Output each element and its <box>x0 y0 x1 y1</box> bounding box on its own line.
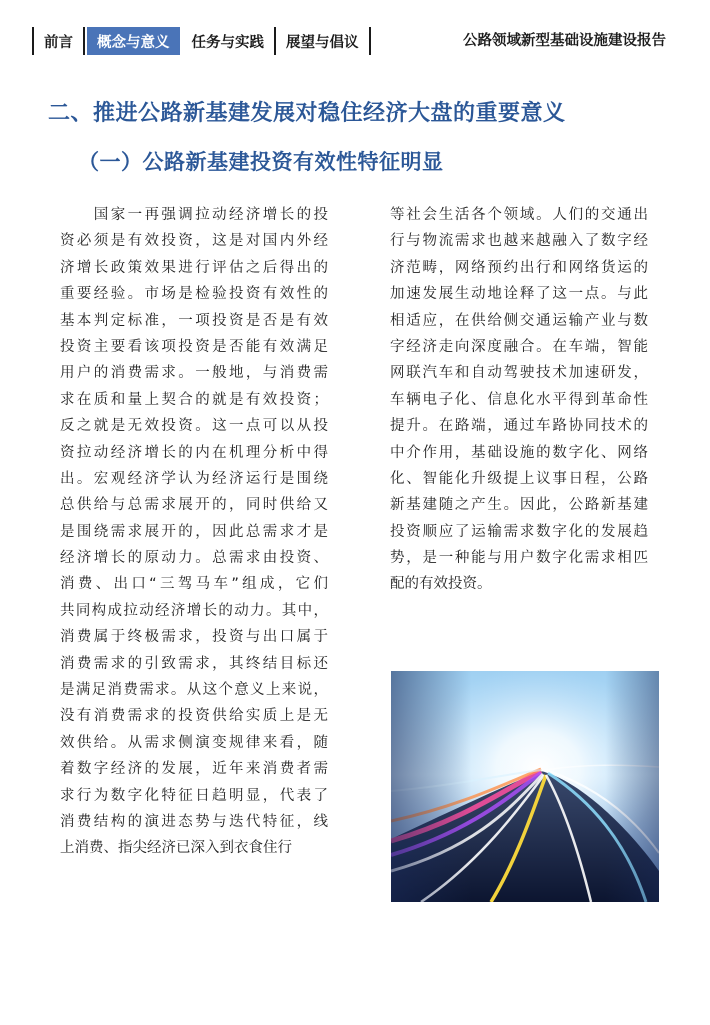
body-text-line: 资必须是有效投资，这是对国内外经 <box>60 233 328 250</box>
subsection-heading: （一）公路新基建投资有效性特征明显 <box>78 150 444 174</box>
body-text-line: 国家一再强调拉动经济增长的投 <box>60 207 328 223</box>
body-text-line: 消费属于终极需求，投资与出口属于 <box>60 629 328 646</box>
body-text-line: 投资主要看该项投资是否能有效满足 <box>60 338 328 355</box>
body-text-line: 效供给。从需求侧演变规律来看，随 <box>60 734 328 751</box>
body-text-line: 经济增长的原动力。总需求由投资、 <box>60 550 328 567</box>
body-column-right <box>390 202 648 598</box>
body-text-line: 总供给与总需求展开的，同时供给又 <box>60 497 328 514</box>
body-text-line: 消费需求的引致需求，其终结目标还 <box>60 655 328 672</box>
body-text-line: 投资顺应了运输需求数字化的发展趋 <box>390 523 648 540</box>
body-text-line: 势，是一种能与用户数字化需求相匹 <box>390 550 648 567</box>
body-text-line: 济范畴，网络预约出行和网络货运的 <box>390 259 648 276</box>
nav-tab-tasks-practice[interactable]: 任务与实践 <box>191 34 264 51</box>
body-text-line: 济增长政策效果进行评估之后得出的 <box>60 259 328 276</box>
body-text-line: 基本判定标准，一项投资是否是有效 <box>60 312 328 329</box>
body-text-line: 新基建随之产生。因此，公路新基建 <box>390 497 648 514</box>
body-text-line: 中介作用，基础设施的数字化、网络 <box>390 444 648 461</box>
body-text-line: 消费、出口“三驾马车”组成，它们 <box>60 576 328 593</box>
body-text-line: 相适应，在供给侧交通运输产业与数 <box>390 312 648 329</box>
body-text-line: 配的有效投资。 <box>390 576 492 593</box>
body-column-left <box>60 202 328 862</box>
nav-tab-concept-significance[interactable]: 概念与意义 <box>87 27 180 55</box>
document-title: 公路领域新型基础设施建设报告 <box>463 33 666 49</box>
body-text-line: 字经济走向深度融合。在车端，智能 <box>390 338 648 355</box>
body-text-line: 上消费、指尖经济已深入到衣食住行 <box>60 840 292 857</box>
body-text-line: 提升。在路端，通过车路协同技术的 <box>390 418 648 435</box>
body-text-line: 网联汽车和自动驾驶技术加速研发， <box>390 365 648 382</box>
body-text-line: 共同构成拉动经济增长的动力。其中， <box>60 602 328 619</box>
body-text-line: 求行为数字化特征日趋明显，代表了 <box>60 787 328 804</box>
body-text-line: 等社会生活各个领域。人们的交通出 <box>390 207 648 223</box>
nav-tab-preface[interactable]: 前言 <box>44 34 73 51</box>
body-text-line: 用户的消费需求。一般地，与消费需 <box>60 365 328 382</box>
body-text-line: 出。宏观经济学认为经济运行是围绕 <box>60 470 328 487</box>
body-text-line: 没有消费需求的投资供给实质上是无 <box>60 708 328 725</box>
section-heading: 二、推进公路新基建发展对稳住经济大盘的重要意义 <box>48 101 566 126</box>
body-text-line: 资拉动经济增长的内在机理分析中得 <box>60 444 328 461</box>
body-text-line: 化、智能化升级提上议事日程，公路 <box>390 470 648 487</box>
nav-divider <box>369 27 371 55</box>
highway-light-trails-image <box>391 671 659 902</box>
body-text-line: 是围绕需求展开的，因此总需求才是 <box>60 523 328 540</box>
body-text-line: 行与物流需求也越来越融入了数字经 <box>390 233 648 250</box>
top-nav <box>32 26 371 56</box>
nav-divider <box>83 27 85 55</box>
nav-tab-outlook-proposal[interactable]: 展望与倡议 <box>286 34 359 51</box>
body-text-line: 加速发展生动地诠释了这一点。与此 <box>390 286 648 303</box>
body-text-line: 反之就是无效投资。这一点可以从投 <box>60 418 328 435</box>
body-text-line: 是满足消费需求。从这个意义上来说， <box>60 682 328 699</box>
body-text-line: 车辆电子化、信息化水平得到革命性 <box>390 391 648 408</box>
body-text-line: 消费结构的演进态势与迭代特征，线 <box>60 813 328 830</box>
body-text-line: 重要经验。市场是检验投资有效性的 <box>60 286 328 303</box>
body-text-line: 着数字经济的发展，近年来消费者需 <box>60 761 328 778</box>
body-text-line: 求在质和量上契合的就是有效投资； <box>60 391 328 408</box>
